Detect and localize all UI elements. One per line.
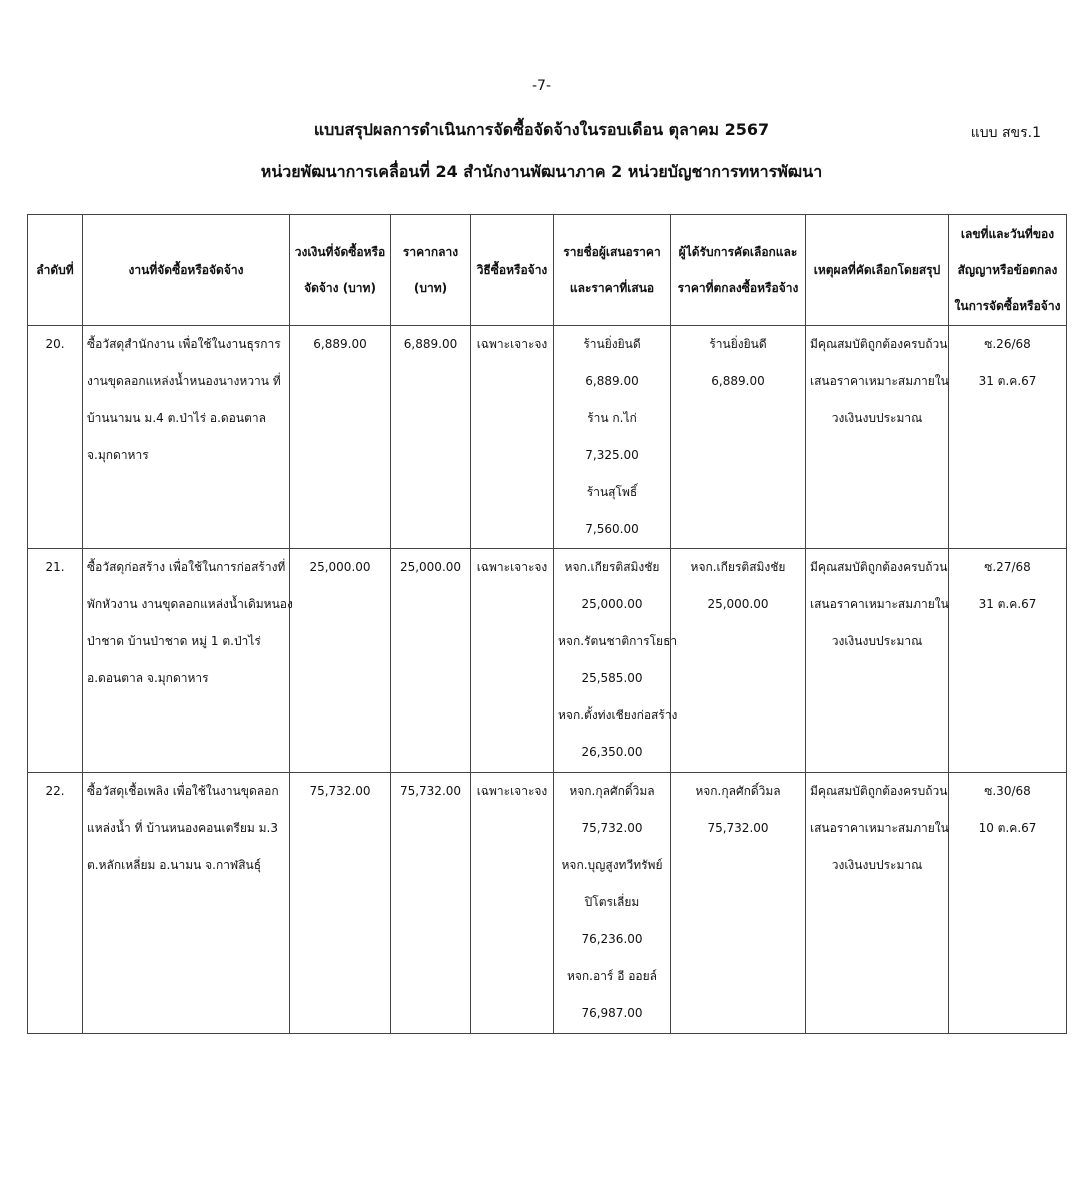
header-method: วิธีซื้อหรือจ้าง [471, 215, 554, 326]
cell-selected [671, 773, 806, 1034]
cell-no: 21. [28, 549, 83, 773]
cell-work [83, 549, 293, 773]
selected-line: ร้านยิ่งยินดี [709, 337, 767, 351]
selected-line: หจก.เกียรติสมิงชัย [690, 560, 786, 574]
cell-contract [949, 773, 1067, 1034]
reason-line: เสนอราคาเหมาะสมภายใน [810, 821, 949, 835]
header-bidders-line: รายชื่อผู้เสนอราคา [563, 245, 661, 259]
reason-line: มีคุณสมบัติถูกต้องครบถ้วน [810, 337, 948, 351]
cell-work [83, 773, 290, 1034]
selected-line: 6,889.00 [711, 374, 765, 388]
contract-line: ซ.26/68 [984, 337, 1031, 351]
contract-line: ซ.30/68 [984, 784, 1031, 798]
header-median-line: (บาท) [413, 281, 448, 295]
contract-line: 31 ต.ค.67 [978, 597, 1037, 611]
cell-selected [671, 549, 806, 773]
header-contract-line: สัญญาหรือข้อตกลง [957, 263, 1058, 277]
work-line: พักหัวงาน งานขุดลอกแหล่งน้ำเดิมหนอง [87, 597, 293, 611]
cell-contract [949, 549, 1067, 773]
work-line: แหล่งน้ำ ที่ บ้านหนองคอนเตรียม ม.3 [87, 821, 278, 835]
cell-work [83, 326, 290, 549]
work-line: ซื้อวัสดุก่อสร้าง เพื่อใช้ในการก่อสร้างที่ [87, 560, 286, 574]
bidder-line: 26,350.00 [581, 745, 643, 759]
cell-budget: 6,889.00 [290, 326, 391, 549]
header-median [391, 215, 471, 326]
table-row [28, 773, 1067, 1034]
header-selected [671, 215, 806, 326]
bidder-line: 25,000.00 [581, 597, 643, 611]
table-header-row [28, 215, 1067, 326]
cell-method: เฉพาะเจาะจง [471, 773, 554, 1034]
bidder-line: ร้านสุโพธิ์ [586, 485, 638, 499]
header-selected-line: ผู้ได้รับการคัดเลือกและ [678, 245, 798, 259]
procurement-table [27, 214, 1067, 1034]
header-contract-line: ในการจัดซื้อหรือจ้าง [954, 299, 1061, 313]
work-line: จ.มุกดาหาร [87, 448, 149, 462]
selected-line: 25,000.00 [707, 597, 769, 611]
cell-bidders [554, 773, 671, 1034]
work-line: อ.ดอนตาล จ.มุกดาหาร [87, 671, 209, 685]
header-budget-line: วงเงินที่จัดซื้อหรือ [294, 245, 386, 259]
bidder-line: หจก.บุญสูงทวีทรัพย์ [561, 858, 663, 872]
cell-no: 20. [28, 326, 83, 549]
page-number: -7- [531, 78, 551, 94]
cell-budget: 75,732.00 [290, 773, 391, 1034]
contract-line: 10 ต.ค.67 [978, 821, 1037, 835]
header-no: ลำดับที่ [28, 215, 83, 326]
reason-line: เสนอราคาเหมาะสมภายใน [810, 374, 949, 388]
cell-median: 75,732.00 [391, 773, 471, 1034]
bidder-line: ร้านยิ่งยินดี [583, 337, 641, 351]
header-reason: เหตุผลที่คัดเลือกโดยสรุป [806, 215, 949, 326]
cell-selected [671, 326, 806, 549]
bidder-line: ร้าน ก.ไก่ [587, 411, 637, 425]
cell-method: เฉพาะเจาะจง [471, 549, 554, 773]
work-line: ซื้อวัสดุสำนักงาน เพื่อใช้ในงานธุรการ [87, 337, 281, 351]
work-line: ต.หลักเหลี่ยม อ.นามน จ.กาฬสินธุ์ [87, 858, 262, 872]
work-line: งานขุดลอกแหล่งน้ำหนองนางหวาน ที่ [87, 374, 281, 388]
bidder-line: 75,732.00 [581, 821, 643, 835]
contract-line: ซ.27/68 [984, 560, 1031, 574]
form-code: แบบ สขร.1 [970, 125, 1041, 141]
work-line: ซื้อวัสดุเชื้อเพลิง เพื่อใช้ในงานขุดลอก [87, 784, 279, 798]
cell-contract [949, 326, 1067, 549]
reason-line: วงเงินงบประมาณ [831, 634, 923, 648]
bidder-line: 76,236.00 [581, 932, 643, 946]
work-line: บ้านนามน ม.4 ต.ป่าไร่ อ.ดอนตาล [87, 411, 266, 425]
contract-line: 31 ต.ค.67 [978, 374, 1037, 388]
document-title: แบบสรุปผลการดำเนินการจัดซื้อจัดจ้างในรอบเดือน ตุลาคม 2567 [313, 120, 770, 139]
bidder-line: 7,560.00 [585, 522, 639, 536]
header-bidders-line: และราคาที่เสนอ [569, 281, 655, 295]
bidder-line: ปิโตรเลี่ยม [584, 895, 640, 909]
bidder-line: หจก.กุลศักดิ์วิมล [569, 784, 655, 798]
reason-line: เสนอราคาเหมาะสมภายใน [810, 597, 949, 611]
bidder-line: 25,585.00 [581, 671, 643, 685]
bidder-line: 6,889.00 [585, 374, 639, 388]
cell-bidders [554, 549, 678, 773]
header-work: งานที่จัดซื้อหรือจัดจ้าง [83, 215, 290, 326]
bidder-line: 7,325.00 [585, 448, 639, 462]
selected-line: 75,732.00 [707, 821, 769, 835]
bidder-line: 76,987.00 [581, 1006, 643, 1020]
document-subtitle: หน่วยพัฒนาการเคลื่อนที่ 24 สำนักงานพัฒนาภาค 2 หน่วยบัญชาการทหารพัฒนา [260, 162, 823, 181]
table-row [28, 326, 1067, 549]
cell-median: 25,000.00 [391, 549, 471, 773]
bidder-line: หจก.ตั้งท่งเชียงก่อสร้าง [558, 708, 678, 722]
cell-reason [806, 549, 949, 773]
reason-line: วงเงินงบประมาณ [831, 411, 923, 425]
cell-method: เฉพาะเจาะจง [471, 326, 554, 549]
header-bidders [554, 215, 671, 326]
bidder-line: หจก.รัตนชาติการโยธา [558, 634, 678, 648]
header-selected-line: ราคาที่ตกลงซื้อหรือจ้าง [677, 281, 799, 295]
bidder-line: หจก.อาร์ อี ออยล์ [566, 969, 658, 983]
reason-line: วงเงินงบประมาณ [831, 858, 923, 872]
header-median-line: ราคากลาง [402, 245, 459, 259]
cell-budget: 25,000.00 [290, 549, 391, 773]
header-budget-line: จัดจ้าง (บาท) [304, 281, 376, 295]
bidder-line: หจก.เกียรติสมิงชัย [564, 560, 660, 574]
cell-bidders [554, 326, 671, 549]
header-budget [290, 215, 391, 326]
cell-reason [806, 773, 949, 1034]
reason-line: มีคุณสมบัติถูกต้องครบถ้วน [810, 560, 948, 574]
header-contract [949, 215, 1067, 326]
cell-no: 22. [28, 773, 83, 1034]
reason-line: มีคุณสมบัติถูกต้องครบถ้วน [810, 784, 948, 798]
selected-line: หจก.กุลศักดิ์วิมล [695, 784, 781, 798]
table-row [28, 549, 1067, 773]
work-line: ป่าชาด บ้านป่าชาด หมู่ 1 ต.ป่าไร่ [87, 634, 261, 648]
header-contract-line: เลขที่และวันที่ของ [960, 227, 1055, 241]
cell-median: 6,889.00 [391, 326, 471, 549]
cell-reason [806, 326, 949, 549]
